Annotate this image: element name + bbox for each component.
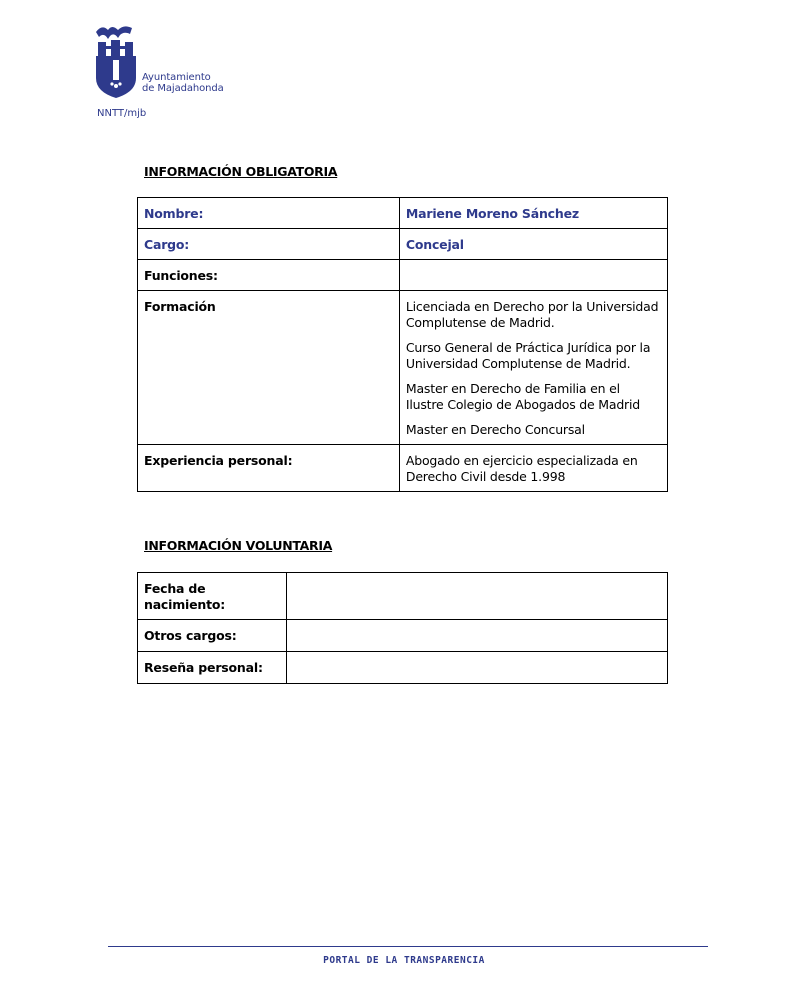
fecha-nacimiento-value [287,573,668,620]
nombre-label: Nombre: [138,198,400,229]
table-row [138,620,668,652]
crest-icon [94,22,139,100]
table-row [138,229,668,260]
funciones-label: Funciones: [138,260,400,291]
municipal-logo [94,22,224,102]
org-name-line1: Ayuntamiento [142,72,211,83]
section-title-voluntaria: INFORMACIÓN VOLUNTARIA [144,538,333,553]
formacion-item: Master en Derecho Concursal [405,422,585,437]
table-row [138,573,668,620]
footer-divider [108,946,708,947]
table-row [138,260,668,291]
otros-cargos-value [287,620,668,652]
table-voluntaria [137,572,668,684]
formacion-item: Licenciada en Derecho por la Universidad Complutense de Madrid. [405,299,659,330]
table-row [138,445,668,492]
org-name-line2: de Majadahonda [142,83,224,94]
formacion-item: Master en Derecho de Familia en el Ilustre Colegio de Abogados de Madrid [405,381,641,412]
section-title-obligatoria: INFORMACIÓN OBLIGATORIA [144,164,338,179]
cargo-label: Cargo: [138,229,400,260]
fecha-nacimiento-label: Fecha de nacimiento: [138,573,287,620]
document-reference: NNTT/mjb [97,108,147,119]
experiencia-value: Abogado en ejercicio especializada en Derecho Civil desde 1.998 [399,445,667,492]
formacion-item: Curso General de Práctica Jurídica por la Universidad Complutense de Madrid. [405,340,651,371]
org-name [142,72,224,94]
funciones-value [399,260,667,291]
table-row [138,291,668,445]
formacion-label: Formación [138,291,400,445]
nombre-value: Mariene Moreno Sánchez [399,198,667,229]
table-row [138,652,668,684]
experiencia-label: Experiencia personal: [138,445,400,492]
formacion-value [399,291,667,445]
footer-portal-title: PORTAL DE LA TRANSPARENCIA [323,955,485,966]
resena-personal-label: Reseña personal: [138,652,287,684]
table-obligatoria [137,197,668,492]
cargo-value: Concejal [399,229,667,260]
otros-cargos-label: Otros cargos: [138,620,287,652]
resena-personal-value [287,652,668,684]
table-row [138,198,668,229]
